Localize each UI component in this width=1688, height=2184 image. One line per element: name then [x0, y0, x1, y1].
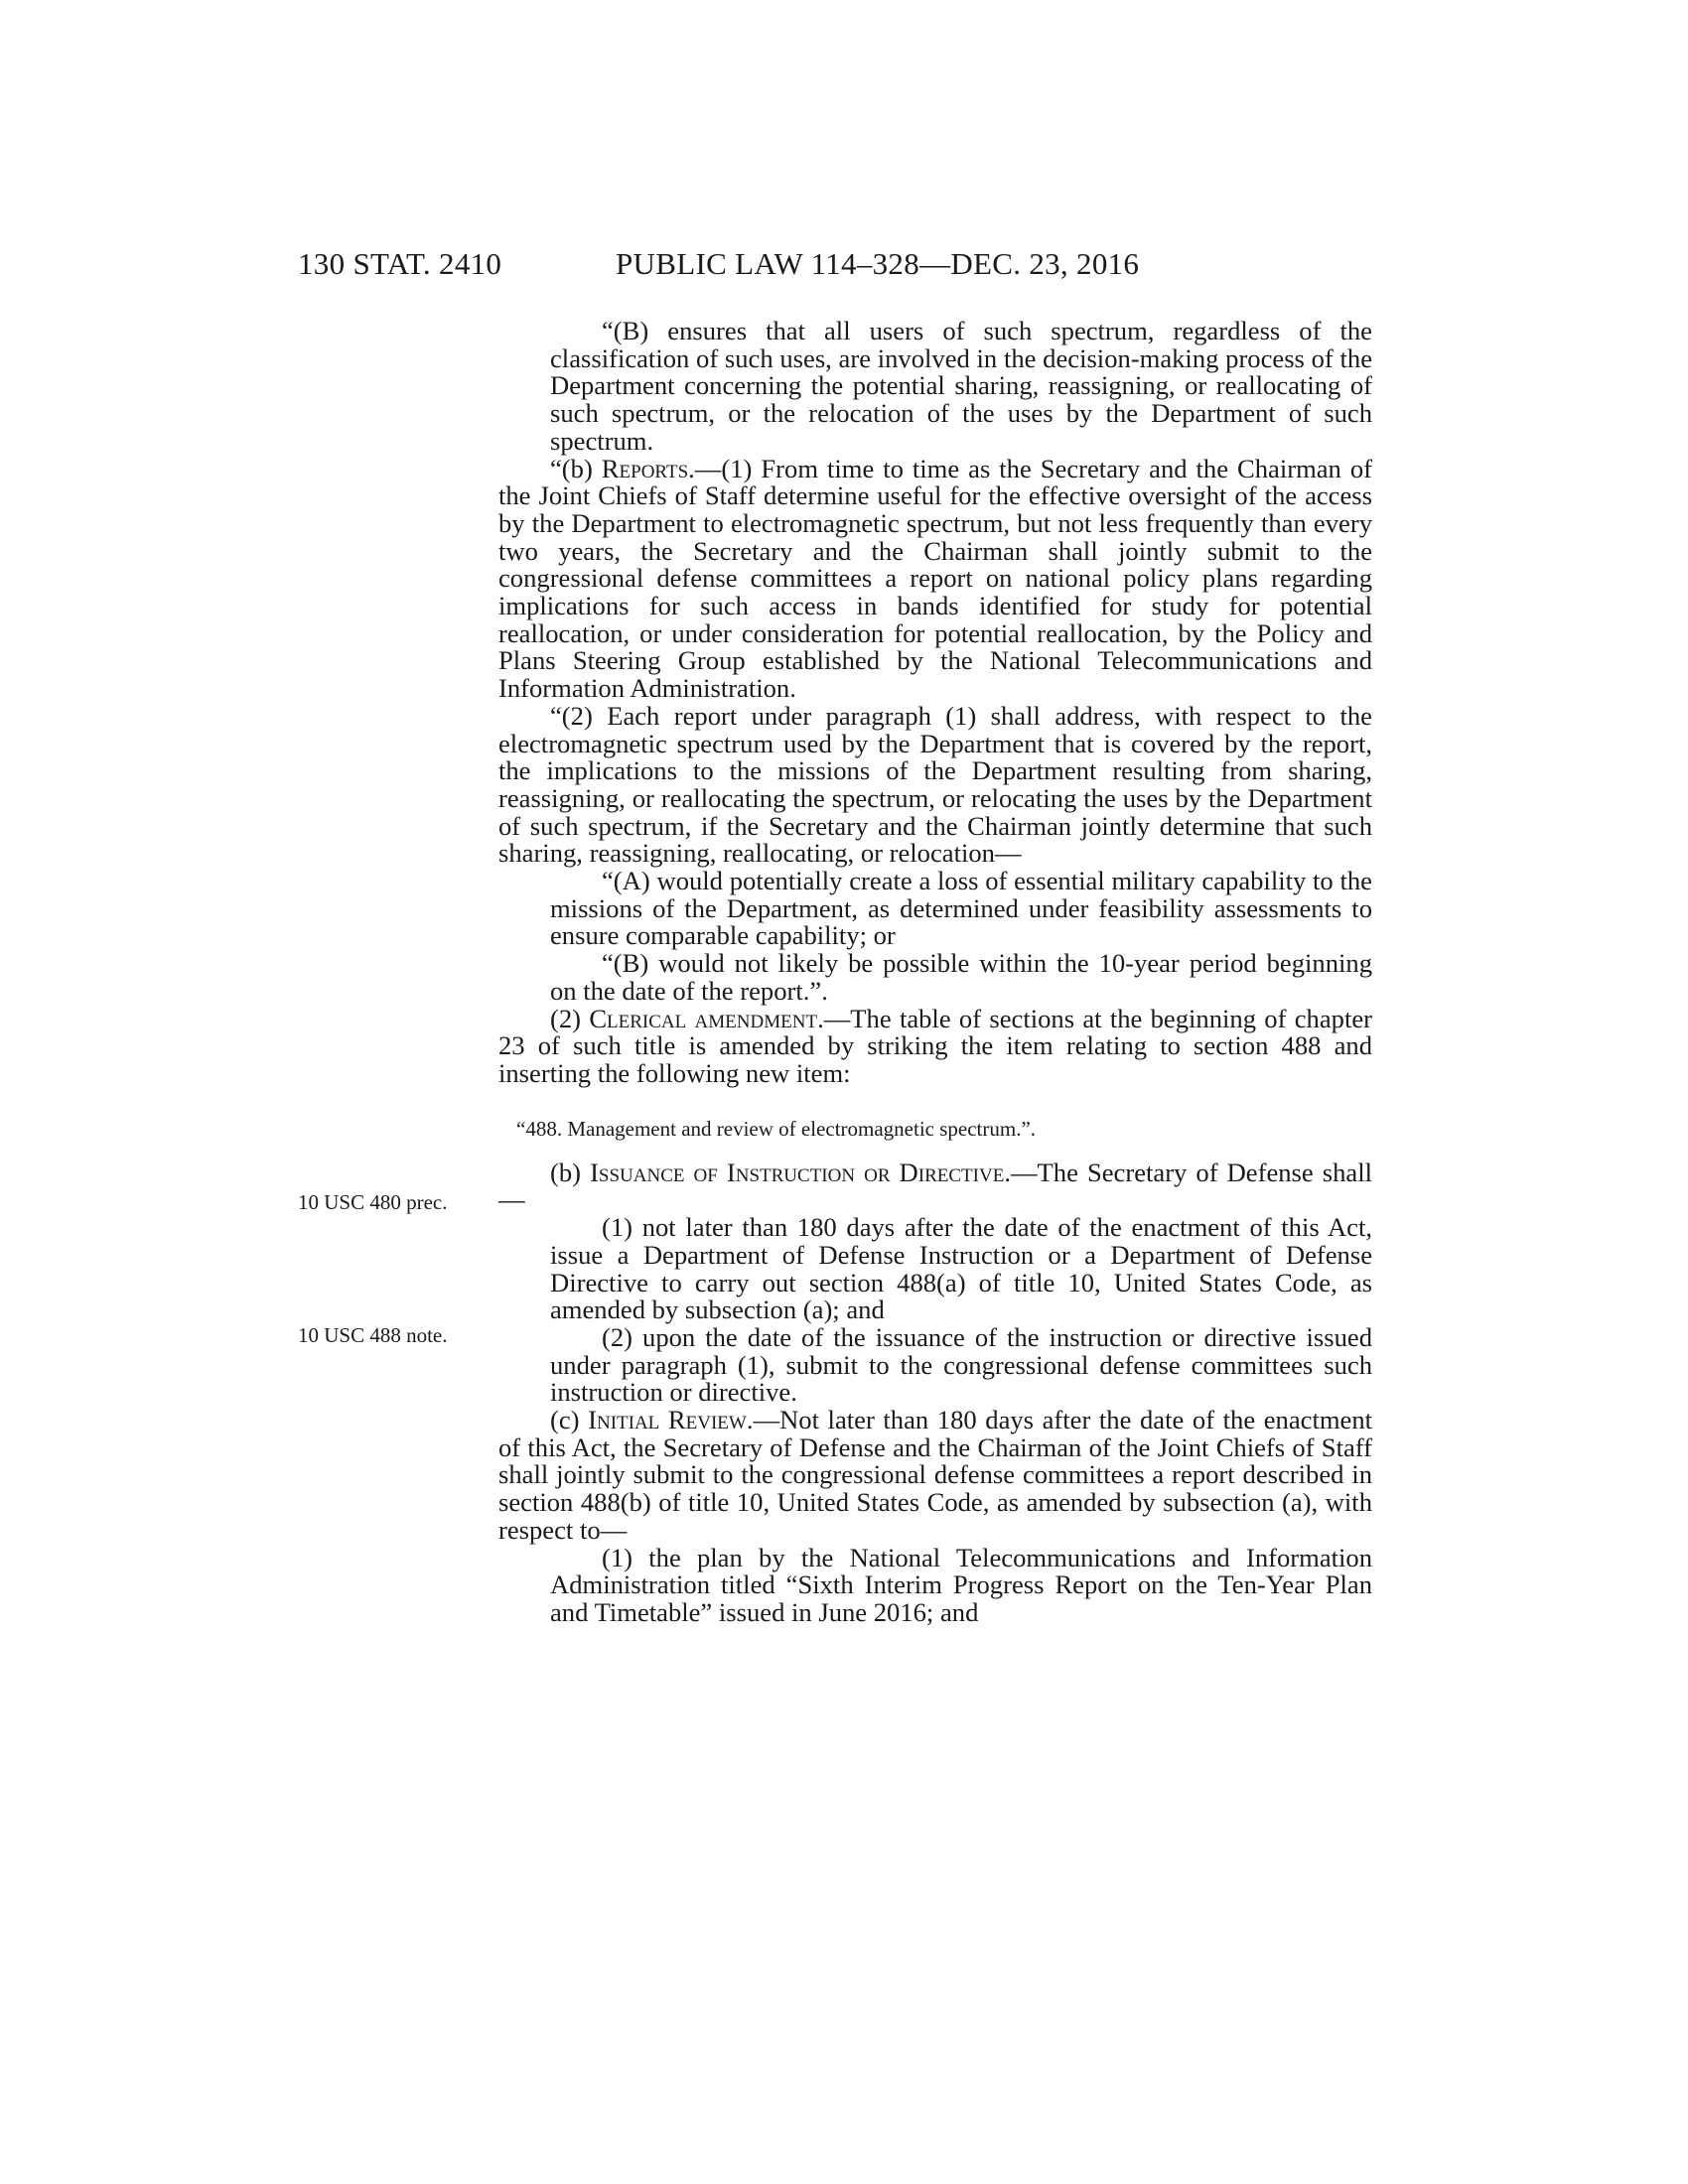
heading-reports: Reports [601, 453, 689, 483]
paragraph-issuance-text: .—The Secretary of Defense shall— [498, 1157, 1372, 1215]
paragraph-reports [498, 453, 1372, 704]
document-body [498, 318, 1372, 1627]
paragraph-b-not-possible: “(B) would not likely be possible within the 10-year period beginning on the date of the report.”. [550, 948, 1372, 1006]
paragraph-reports-lead: “(b) [550, 453, 602, 483]
paragraph-issuance-2: (2) upon the date of the issuance of the instruction or directive issued under paragraph (1), submit to the congressional defense committees such instruction or directive. [550, 1321, 1372, 1408]
heading-issuance: Issuance of Instruction or Directive [590, 1157, 1005, 1187]
running-title: PUBLIC LAW 114–328—DEC. 23, 2016 [616, 246, 1140, 281]
paragraph-initial-review-lead: (c) [550, 1405, 589, 1435]
paragraph-issuance-1: (1) not later than 180 days after the date of the enactment of this Act, issue a Department of Defense Instruction or a Department of Defense Directive to carry out section 488(a) of title 10, United States Code, as amended by subsection (a); and [550, 1212, 1372, 1325]
paragraph-clerical-lead: (2) [550, 1003, 590, 1033]
paragraph-clerical-amendment [498, 1003, 1372, 1088]
margin-note-usc-488: 10 USC 488 note. [298, 1323, 448, 1347]
stat-page-number: 130 STAT. 2410 [298, 246, 502, 281]
paragraph-a-loss: “(A) would potentially create a loss of essential military capability to the missions of the Department, as determined under feasibility assessments to ensure comparable capability; or [550, 866, 1372, 951]
table-of-sections-item: “488. Management and review of electromagnetic spectrum.”. [516, 1116, 1037, 1141]
paragraph-initial-review [498, 1407, 1372, 1545]
paragraph-each-report: “(2) Each report under paragraph (1) shall address, with respect to the electromagnetic spectrum used by the Department that is covered by the report, the implications to the missions of the Department resulting from sharing, reassigning, or reallocating the spectrum, or relocating the uses by the Department of such spectrum, if the Secretary and the Chairman jointly determine that such sharing, reassigning, reallocating, or relocation— [498, 700, 1372, 869]
paragraph-initial-review-text: .—Not later than 180 days after the date of the enactment of this Act, the Secretary of Defense and the Chairman of the Joint Chiefs of Staff shall jointly submit to the congressional defense committees a report described in section 488(b) of title 10, United States Code, as amended by subsection (a), with respect to— [498, 1405, 1373, 1545]
heading-initial-review: Initial Review [588, 1405, 747, 1435]
margin-note-usc-480: 10 USC 480 prec. [298, 1190, 448, 1214]
paragraph-issuance [498, 1157, 1372, 1215]
paragraph-initial-review-1: (1) the plan by the National Telecommunications and Information Administration titled “Sixth Interim Progress Report on the Ten-Year Plan and Timetable” issued in June 2016; and [550, 1542, 1372, 1627]
paragraph-b-ensures: “(B) ensures that all users of such spectrum, regardless of the classification of such uses, are involved in the decision-making process of the Department concerning the potential sharing, reassigning, or reallocating of such spectrum, or the relocation of the uses by the Department of such spectrum. [550, 316, 1372, 456]
paragraph-issuance-lead: (b) [550, 1157, 591, 1187]
paragraph-clerical-text: .—The table of sections at the beginning of chapter 23 of such title is amended by striking the item relating to section 488 and inserting the following new item: [498, 1003, 1372, 1088]
paragraph-reports-text: .—(1) From time to time as the Secretary and the Chairman of the Joint Chiefs of Staff determine useful for the effective oversight of the access by the Department to electromagnetic spectrum, but not less frequently than every two years, the Secretary and the Chairman shall jointly submit to the congressional defense committees a report on national policy plans regarding implications for such access in bands identified for study for potential reallocation, or under consideration for potential reallocation, by the Policy and Plans Steering Group established by the National Telecommunications and Information Administration. [498, 453, 1372, 704]
heading-clerical-amendment: Clerical amendment [589, 1003, 818, 1033]
